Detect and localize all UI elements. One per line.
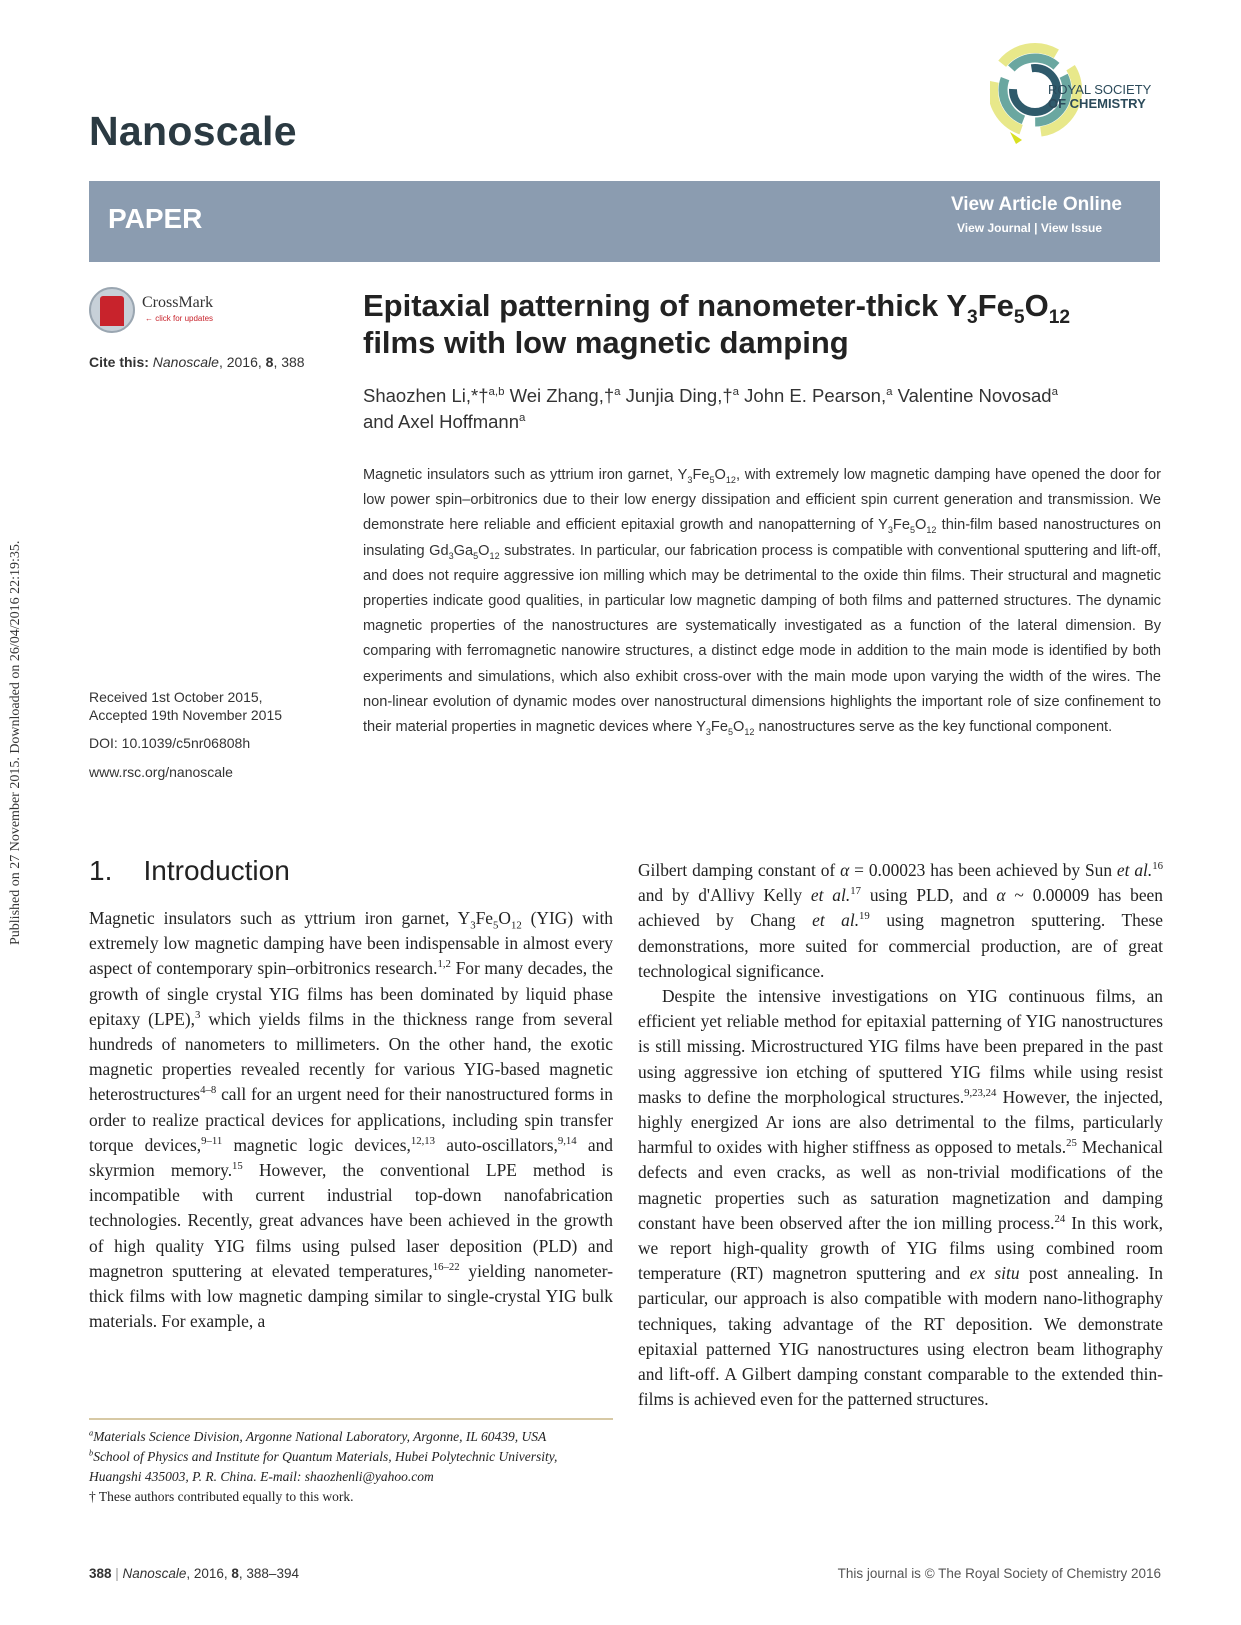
cite-volume: 8 — [265, 354, 274, 370]
crossmark-sub: ← click for updates — [145, 314, 214, 323]
page-footer-left: 388 | Nanoscale, 2016, 8, 388–394 — [89, 1566, 299, 1581]
footnote-divider — [89, 1418, 613, 1420]
publisher-line-2: OF CHEMISTRY — [1048, 96, 1146, 111]
affiliation-b: $^b$School of Physics and Institute for Quantum Materials, Hubei Polytechnic University, Huangshi 435003, P. R. China. E-mail: shaozhenli@yahoo.com — [89, 1448, 558, 1484]
view-links — [957, 221, 1102, 235]
article-title: Epitaxial patterning of nanometer-thick $Y_3Fe_5O_{12}$ films with low magnetic damping — [363, 288, 1071, 360]
page-footer-right: This journal is © The Royal Society of Chemistry 2016 — [837, 1566, 1161, 1581]
crossmark-icon — [89, 287, 135, 333]
cite-page: , 388 — [273, 354, 305, 370]
crossmark-label: CrossMark — [142, 294, 214, 311]
journal-title: Nanoscale — [89, 108, 297, 154]
crossmark-badge[interactable] — [89, 287, 229, 339]
affiliation-a: $^a$Materials Science Division, Argonne National Laboratory, Argonne, IL 60439, USA — [89, 1428, 547, 1444]
footnotes — [89, 1427, 613, 1507]
view-journal-link[interactable]: View Journal — [957, 221, 1031, 235]
view-article-online-link[interactable]: View Article Online — [950, 194, 1122, 215]
publication-sidebar — [8, 455, 28, 945]
doi[interactable]: DOI: 10.1039/c5nr06808h — [89, 735, 251, 751]
author-list: Shaozhen Li,*†$^{a,b}$ Wei Zhang,†$^a$ Junjia Ding,†$^a$ John E. Pearson,$^a$ Valentine Novosad$^a$ and Axel Hoffmann$^a$ — [363, 385, 1058, 432]
cite-journal: Nanoscale — [152, 354, 219, 370]
intro-paragraph-1: Magnetic insulators such as yttrium iron garnet, $Y_3Fe_5O_{12}$ (YIG) with extremely low magnetic damping have been indispensable in almost every aspect of contemporary spin–orbitronics research.$^{1,2}$ For many decades, the growth of single crystal YIG films has been dominated by liquid phase epitaxy (LPE),$^3$ which yields films in the thickness range from several hundreds of nanometers to millimeters. On the other hand, the exotic magnetic properties revealed recently for various YIG-based magnetic heterostructures$^{4-8}$ call for an urgent need for their nanostructured forms in order to realize practical devices for applications, including spin transfer torque devices,$^{9-11}$ magnetic logic devices,$^{12,13}$ auto-oscillators,$^{9,14}$ and skyrmion memory.$^{15}$ However, the conventional LPE method is incompatible with current industrial top-down nanofabrication technologies. Recently, great advances have been achieved in the growth of high quality YIG films using pulsed laser deposition (PLD) and magnetron sputtering at elevated temperatures,$^{16-22}$ yielding nanometer-thick films with low magnetic damping similar to single-crystal YIG bulk materials. For example, a — [89, 908, 614, 1332]
intro-paragraph-2: Despite the intensive investigations on YIG continuous films, an efficient yet reliable method for epitaxial patterning of YIG nanostructures is still missing. Microstructured YIG films have been prepared in the past using aggressive ion etching of sputtered YIG films while using resist masks to define the morphological structures.$^{9,23,24}$ However, the injected, highly energized Ar ions are also detrimental to the films, particularly harmful to oxides with higher stiffness as opposed to metals.$^{25}$ Mechanical defects and even cracks, as well as non-trivial modifications of the magnetic properties such as saturation magnetization and damping constant have been observed after the ion milling process.$^{24}$ In this work, we report high-quality growth of YIG films using combined room temperature (RT) magnetron sputtering and ex situ post annealing. In particular, our approach is also compatible with modern nano-lithography techniques, taking advantage of the RT deposition. We demonstrate epitaxial patterned YIG nanostructures using electron beam lithography and lift-off. A Gilbert damping constant comparable to the extended thin-films is achieved even for the patterned structures. — [638, 986, 1163, 1410]
body-column-right — [638, 858, 1163, 1412]
citation-line — [89, 354, 305, 370]
publication-stamp: Published on 27 November 2015. Downloaded on 26/04/2016 22:19:35. — [8, 540, 23, 945]
view-issue-link[interactable]: View Issue — [1040, 221, 1102, 235]
article-banner — [89, 181, 1160, 262]
intro-paragraph-1-cont: Gilbert damping constant of α = 0.00023 has been achieved by Sun et al.$^{16}$ and by d'Allivy Kelly et al.$^{17}$ using PLD, and α ~ 0.00009 has been achieved by Chang et al.$^{19}$ using magnetron sputtering. These demonstrations, more suited for commercial production, are of great technological significance. — [638, 860, 1163, 981]
abstract: Magnetic insulators such as yttrium iron garnet, $Y_3Fe_5O_{12}$, with extremely low magnetic damping have opened the door for low power spin–orbitronics due to their low energy dissipation and efficient spin current generation and transmission. We demonstrate here reliable and efficient epitaxial growth and nanopatterning of $Y_3Fe_5O_{12}$ thin-film based nanostructures on insulating $Gd_3Ga_5O_{12}$ substrates. In particular, our fabrication process is compatible with conventional sputtering and lift-off, and does not require aggressive ion milling which may be detrimental to the oxide thin films. Their structural and magnetic properties indicate good qualities, in particular low magnetic damping of both films and patterned structures. The dynamic magnetic properties of the nanostructures are systematically investigated as a function of the lateral dimension. By comparing with ferromagnetic nanowire structures, a distinct edge mode in addition to the main mode is identified by both experiments and simulations, which also exhibit cross-over with the main mode upon varying the width of the wires. The non-linear evolution of dynamic modes over nanostructural dimensions highlights the important role of size confinement to their material properties in magnetic devices where $Y_3Fe_5O_{12}$ nanostructures serve as the key functional component. — [363, 467, 1161, 737]
publisher-line-1: ROYAL SOCIETY — [1048, 82, 1152, 97]
view-links-separator: | — [1030, 221, 1041, 235]
rsc-logo[interactable] — [990, 40, 1160, 150]
article-type-label: PAPER — [108, 203, 203, 234]
received-date: Received 1st October 2015, — [89, 689, 263, 705]
section-number: 1. — [89, 855, 113, 886]
accepted-date: Accepted 19th November 2015 — [89, 707, 283, 723]
section-title: Introduction — [143, 855, 290, 886]
equal-contribution-note: † These authors contributed equally to this work. — [89, 1489, 354, 1504]
section-heading — [89, 855, 290, 887]
cite-prefix: Cite this: — [89, 354, 153, 370]
body-column-left — [89, 906, 613, 1334]
cite-year: , 2016, — [218, 354, 266, 370]
journal-url[interactable]: www.rsc.org/nanoscale — [89, 764, 233, 780]
page-number: 388 — [89, 1566, 112, 1581]
